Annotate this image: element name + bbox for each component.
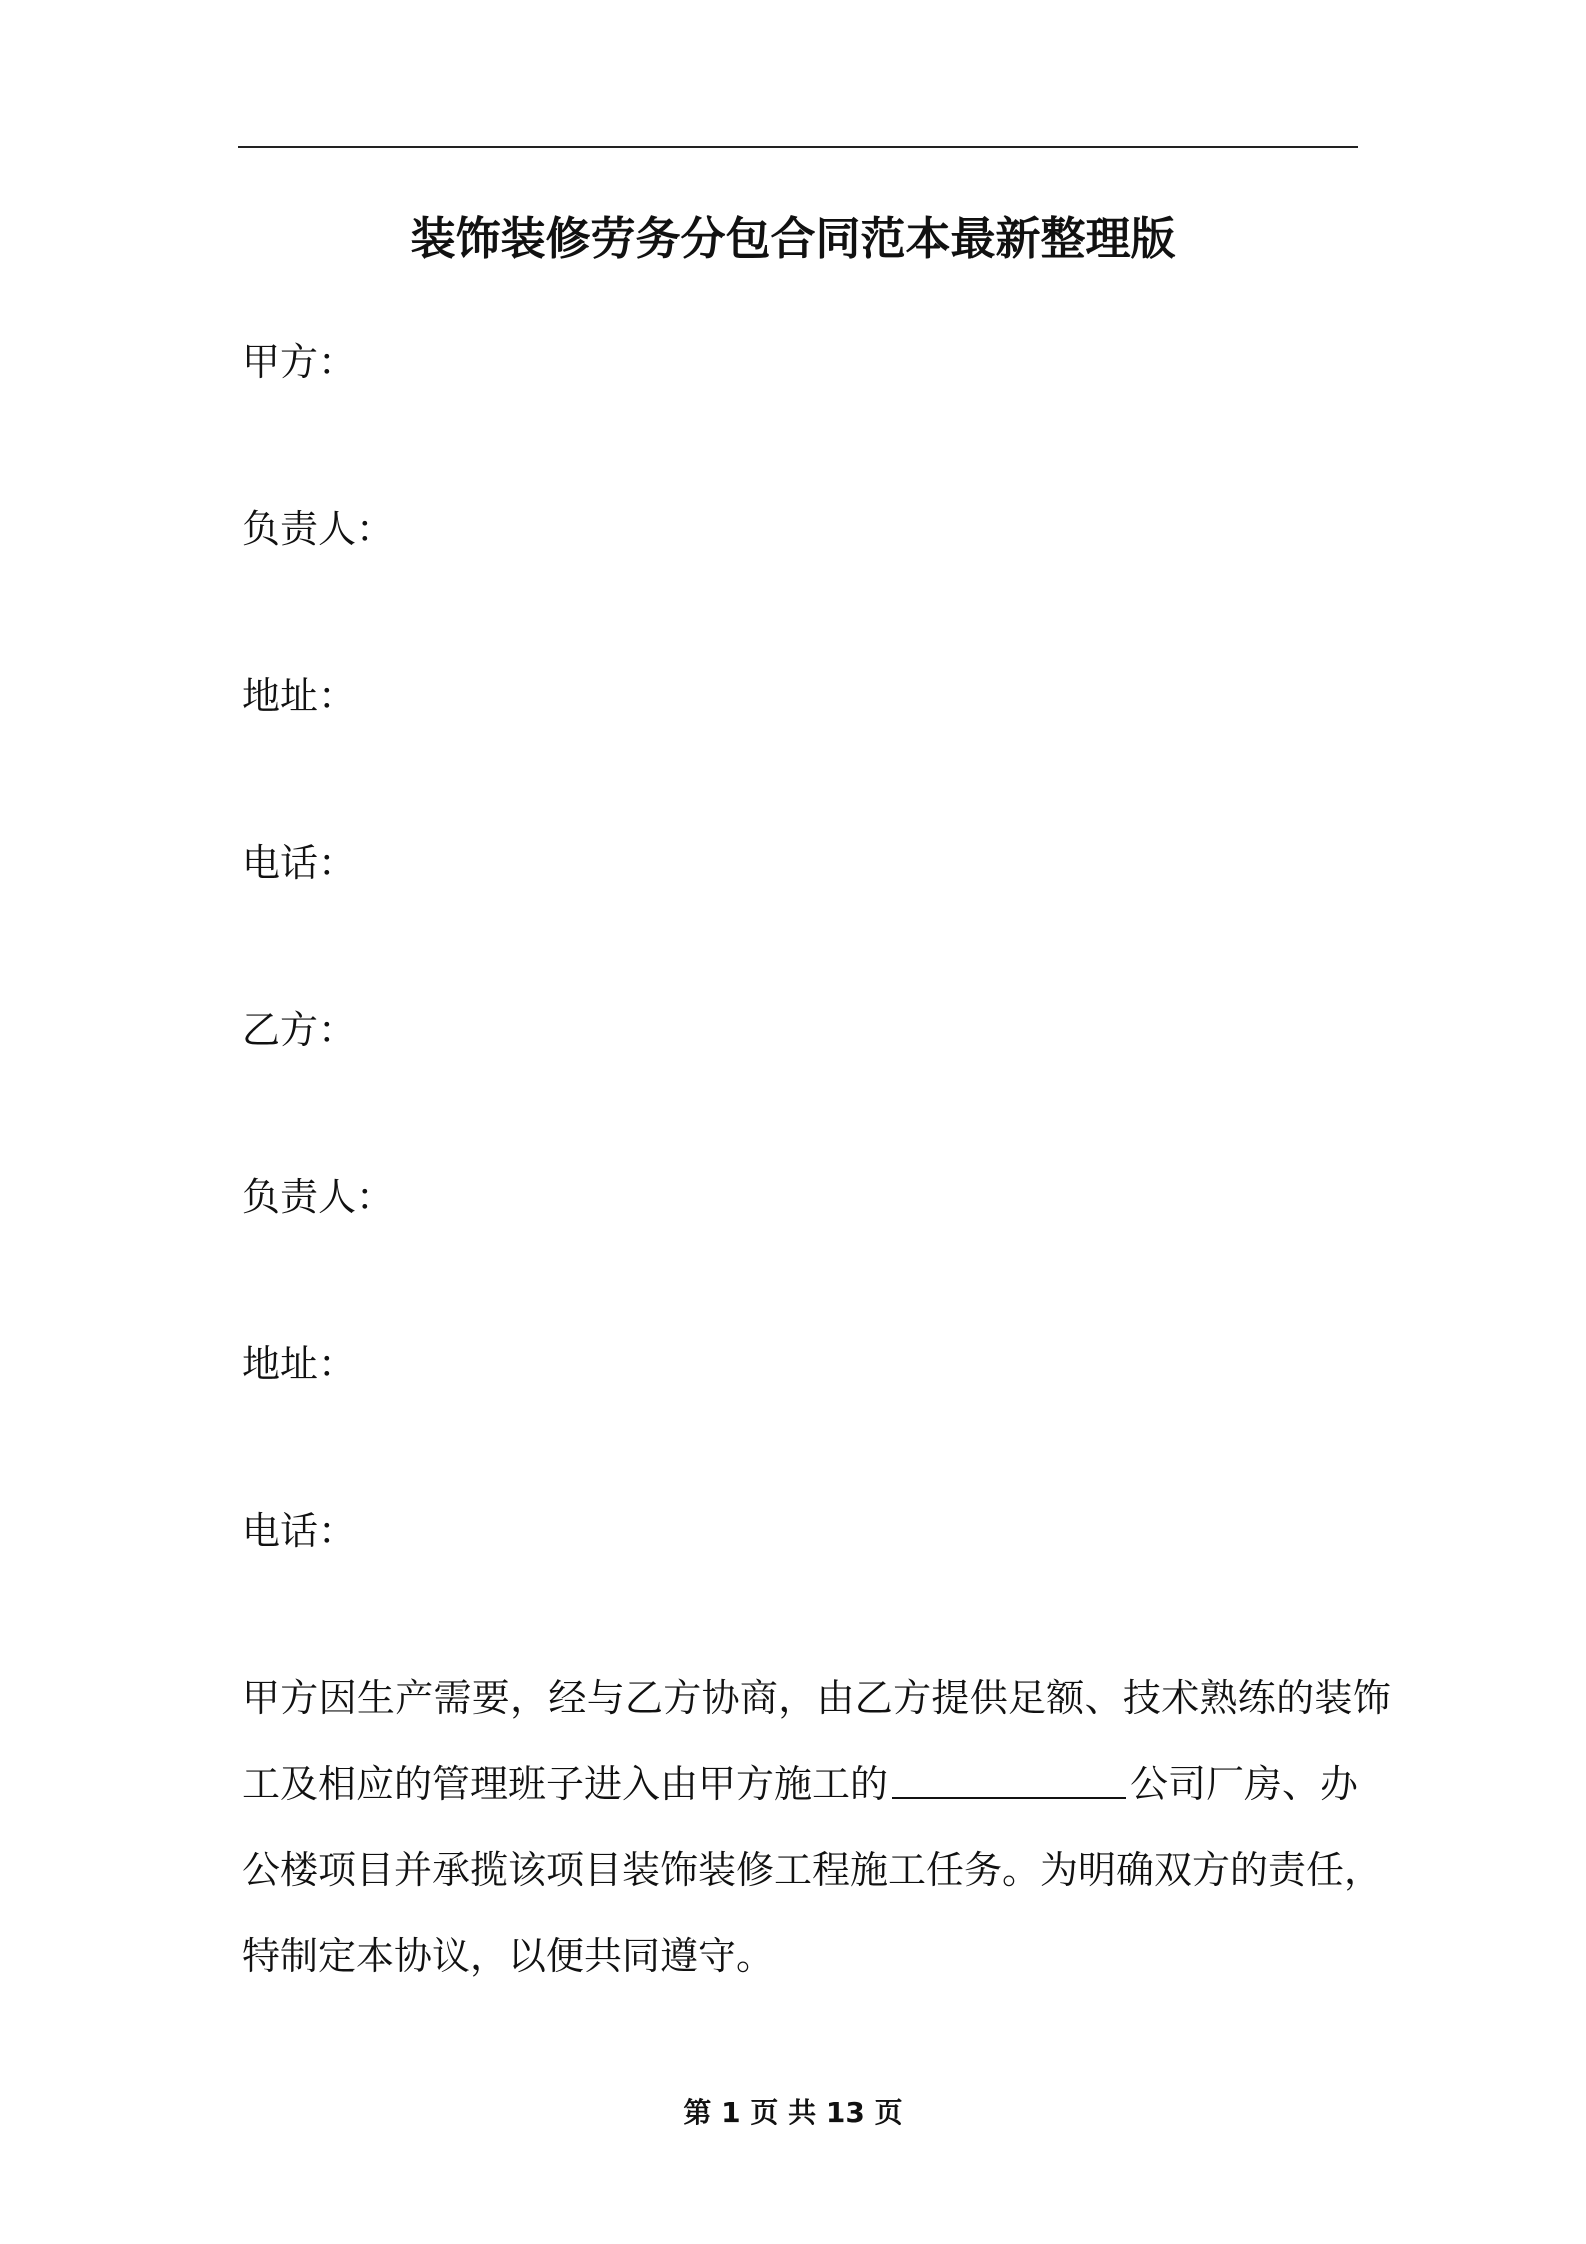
footer-suffix: 页 <box>874 2096 903 2129</box>
party-b-label: 乙方： <box>242 1008 357 1052</box>
footer-middle: 页 共 <box>750 2096 817 2129</box>
body-paragraph-line-2 <box>242 1756 1358 1812</box>
header-rule <box>238 146 1358 148</box>
footer-current-page: 1 <box>721 2096 741 2129</box>
company-name-blank <box>892 1763 1126 1799</box>
body-paragraph-line-3: 公楼项目并承揽该项目装饰装修工程施工任务。为明确双方的责任， <box>242 1848 1383 1892</box>
body-line-2-start: 工及相应的管理班子进入由甲方施工的 <box>242 1762 889 1806</box>
document-title: 装饰装修劳务分包合同范本最新整理版 <box>410 212 1176 265</box>
party-a-label: 甲方： <box>242 340 357 384</box>
party-a-phone-label: 电话： <box>242 841 357 885</box>
body-paragraph-line-1: 甲方因生产需要，经与乙方协商，由乙方提供足额、技术熟练的装饰 <box>242 1676 1392 1720</box>
footer-total-pages: 13 <box>825 2096 865 2129</box>
party-a-address-label: 地址： <box>242 674 357 718</box>
party-b-phone-label: 电话： <box>242 1509 357 1553</box>
party-b-contact-label: 负责人： <box>242 1175 395 1219</box>
body-paragraph-line-4: 特制定本协议，以便共同遵守。 <box>242 1934 775 1978</box>
body-line-2-end: 公司厂房、办 <box>1130 1762 1359 1806</box>
party-a-contact-label: 负责人： <box>242 507 395 551</box>
party-b-address-label: 地址： <box>242 1342 357 1386</box>
page-footer <box>0 2093 1586 2133</box>
footer-prefix: 第 <box>683 2096 712 2129</box>
